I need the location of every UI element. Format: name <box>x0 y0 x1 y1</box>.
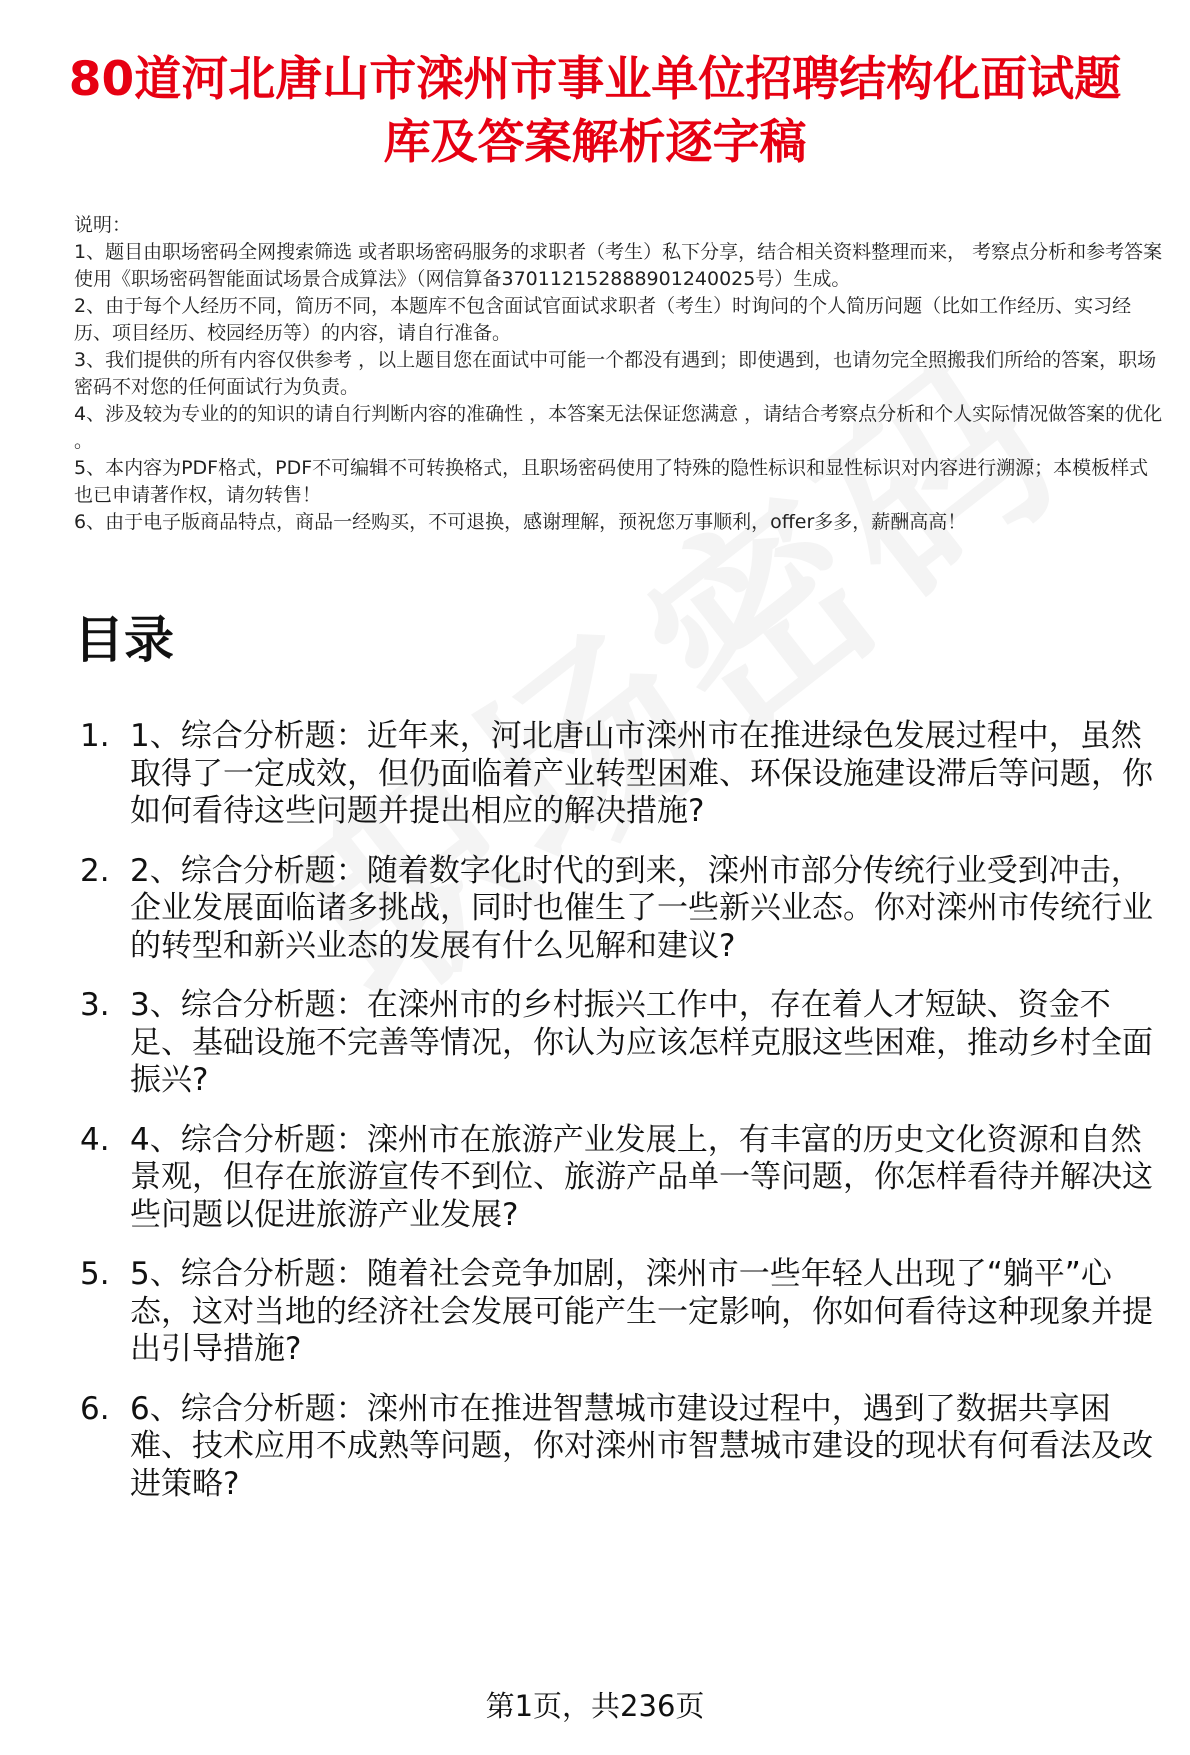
toc-item-text: 6、综合分析题：滦州市在推进智慧城市建设过程中，遇到了数据共享困难、技术应用不成熟等问题，你对滦州市智慧城市建设的现状有何看法及改进策略? <box>130 1390 1153 1502</box>
toc-item[interactable] <box>74 1256 1164 1369</box>
toc-item-number: 5. <box>80 1256 110 1292</box>
toc-item[interactable] <box>74 987 1164 1100</box>
notes-section <box>74 212 1164 536</box>
toc-item-text: 1、综合分析题：近年来，河北唐山市滦州市在推进绿色发展过程中，虽然取得了一定成效，但仍面临着产业转型困难、环保设施建设滞后等问题，你如何看待这些问题并提出相应的解决措施? <box>130 718 1153 829</box>
toc-item-number: 2. <box>80 852 110 889</box>
toc-item[interactable] <box>74 853 1164 966</box>
toc-item-text: 3、综合分析题：在滦州市的乡村振兴工作中，存在着人才短缺、资金不足、基础设施不完善等情况，你认为应该怎样克服这些困难，推动乡村全面振兴? <box>130 987 1153 1098</box>
toc-item-text: 5、综合分析题：随着社会竞争加剧，滦州市一些年轻人出现了“躺平”心态，这对当地的经济社会发展可能产生一定影响，你如何看待这种现象并提出引导措施? <box>130 1256 1153 1367</box>
toc-item-number: 4. <box>80 1121 110 1158</box>
table-of-contents <box>74 718 1164 1525</box>
document-title: 80道河北唐山市滦州市事业单位招聘结构化面试题库及答案解析逐字稿 <box>68 52 1122 170</box>
notes-line: 说明： <box>74 214 132 236</box>
notes-line: 3、我们提供的所有内容仅供参考 ，以上题目您在面试中可能一个都没有遇到；即使遇到，也请勿完全照搬我们所给的答案，职场密码不对您的任何面试行为负责。 <box>74 349 1157 398</box>
toc-heading: 目录 <box>74 611 174 669</box>
notes-line: 5、本内容为PDF格式，PDF不可编辑不可转换格式，且职场密码使用了特殊的隐性标识和显性标识对内容进行溯源；本模板样式也已申请著作权，请勿转售！ <box>74 457 1149 506</box>
toc-item-number: 3. <box>80 987 110 1023</box>
notes-line: 4、涉及较为专业的的知识的请自行判断内容的准确性 ，本答案无法保证您满意 ，请结合考察点分析和个人实际情况做答案的优化 。 <box>74 403 1163 452</box>
toc-item[interactable] <box>74 1122 1164 1235</box>
toc-item-text: 4、综合分析题：滦州市在旅游产业发展上，有丰富的历史文化资源和自然景观，但存在旅游宣传不到位、旅游产品单一等问题，你怎样看待并解决这些问题以促进旅游产业发展? <box>130 1121 1153 1233</box>
toc-item-number: 6. <box>80 1390 110 1427</box>
toc-item[interactable] <box>74 1391 1164 1504</box>
toc-item-number: 1. <box>80 718 110 754</box>
toc-item-text: 2、综合分析题：随着数字化时代的到来，滦州市部分传统行业受到冲击，企业发展面临诸多挑战，同时也催生了一些新兴业态。你对滦州市传统行业的转型和新兴业态的发展有什么见解和建议? <box>130 852 1153 964</box>
toc-item[interactable] <box>74 718 1164 831</box>
notes-line: 1、题目由职场密码全网搜索筛选 或者职场密码服务的求职者（考生）私下分享，结合相关资料整理而来， 考察点分析和参考答案使用《职场密码智能面试场景合成算法》（网信算备370112152888901240025号）生成。 <box>74 241 1163 290</box>
notes-line: 2、由于每个人经历不同，简历不同，本题库不包含面试官面试求职者（考生）时询问的个人简历问题（比如工作经历、实习经历、项目经历、校园经历等）的内容，请自行准备。 <box>74 295 1132 344</box>
notes-line: 6、由于电子版商品特点，商品一经购买，不可退换，感谢理解，预祝您万事顺利，offer多多，薪酬高高！ <box>74 511 967 533</box>
page-footer: 第1页，共236页 <box>485 1689 705 1723</box>
